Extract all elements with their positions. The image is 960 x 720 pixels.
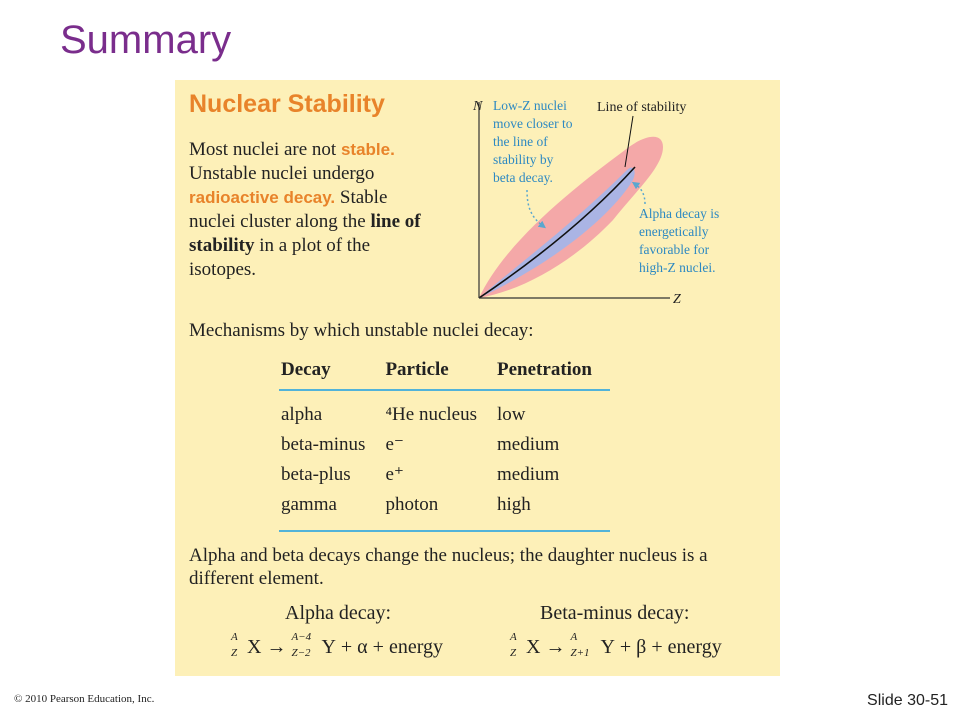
low-z-note-line: the line of: [493, 134, 548, 149]
alpha-note: [639, 206, 723, 275]
summary-panel: [175, 80, 780, 676]
decay-cell: alpha: [281, 403, 323, 425]
particle-cell: e⁺: [385, 464, 404, 485]
alpha-decay-label: Alpha decay:: [285, 602, 392, 624]
line-of-stability-label: Line of stability: [597, 100, 687, 115]
daughter-nucleus: A−4 Z−2 Y: [291, 631, 336, 659]
low-z-note-line: move closer to: [493, 116, 573, 131]
parent-nucleus: A Z X: [510, 631, 541, 659]
radioactive-decay-term: radioactive decay.: [189, 188, 336, 207]
table-row: [279, 489, 610, 531]
particle-cell: e⁻: [385, 434, 404, 455]
alpha-note-line: favorable for: [639, 242, 710, 257]
particle-cell: ⁴He nucleus: [385, 403, 478, 425]
x-axis-label: Z: [673, 292, 681, 307]
penetration-cell: high: [495, 489, 610, 531]
low-z-note-line: stability by: [493, 152, 554, 167]
penetration-cell: medium: [497, 433, 560, 455]
table-header-row: [279, 355, 610, 390]
parent-nucleus: A Z X: [231, 631, 262, 659]
penetration-cell: medium: [497, 463, 560, 485]
intro-paragraph: [189, 138, 429, 282]
daughter-nucleus: A Z+1 Y: [570, 631, 615, 659]
decay-table: [279, 355, 610, 532]
decay-cell: beta-minus: [281, 433, 366, 455]
slide-title: Summary: [60, 18, 232, 62]
decay-cell: gamma: [279, 489, 383, 531]
intro-text-1: Most nuclei are not: [189, 139, 341, 160]
section-title: Nuclear Stability: [189, 90, 385, 118]
low-z-note-line: Low-Z nuclei: [493, 98, 567, 113]
low-z-note-line: beta decay.: [493, 170, 553, 185]
table-row: [279, 459, 610, 489]
alpha-note-line: high-Z nuclei.: [639, 260, 716, 275]
decay-arrow: →: [261, 636, 292, 658]
y-axis-label: N: [473, 99, 483, 114]
table-row: [279, 390, 610, 429]
header-penetration: Penetration: [495, 355, 610, 390]
stable-term: stable.: [340, 140, 395, 159]
beta-decay-equation: [510, 631, 722, 659]
header-particle: Particle: [383, 355, 495, 390]
beta-decay-label: Beta-minus decay:: [540, 602, 690, 624]
alpha-note-line: Alpha decay is: [639, 206, 720, 221]
penetration-cell: low: [497, 403, 526, 425]
equation-rest: + β + energy: [614, 636, 722, 658]
table-row: [279, 429, 610, 459]
stability-graph: [465, 92, 765, 317]
low-z-note: [493, 98, 576, 185]
intro-text-3: Stable nuclei cluster along the: [189, 187, 388, 232]
alpha-decay-equation: [231, 631, 443, 659]
intro-text-4: in a plot of the isotopes.: [189, 235, 371, 280]
mechanisms-heading: Mechanisms by which unstable nuclei decay:: [189, 320, 534, 341]
decay-arrow: →: [540, 636, 571, 658]
line-of-stability-term: line of stability: [189, 211, 421, 256]
equation-rest: + α + energy: [335, 636, 443, 658]
particle-cell: photon: [383, 489, 495, 531]
decay-cell: beta-plus: [281, 463, 351, 485]
header-decay: Decay: [279, 355, 383, 390]
alpha-note-line: energetically: [639, 224, 709, 239]
copyright: © 2010 Pearson Education, Inc.: [14, 693, 155, 705]
slide-number: Slide 30-51: [867, 692, 948, 709]
daughter-nucleus-note: Alpha and beta decays change the nucleus; the daughter nucleus is a different element.: [189, 545, 708, 589]
intro-text-2: Unstable nuclei undergo: [189, 163, 375, 184]
